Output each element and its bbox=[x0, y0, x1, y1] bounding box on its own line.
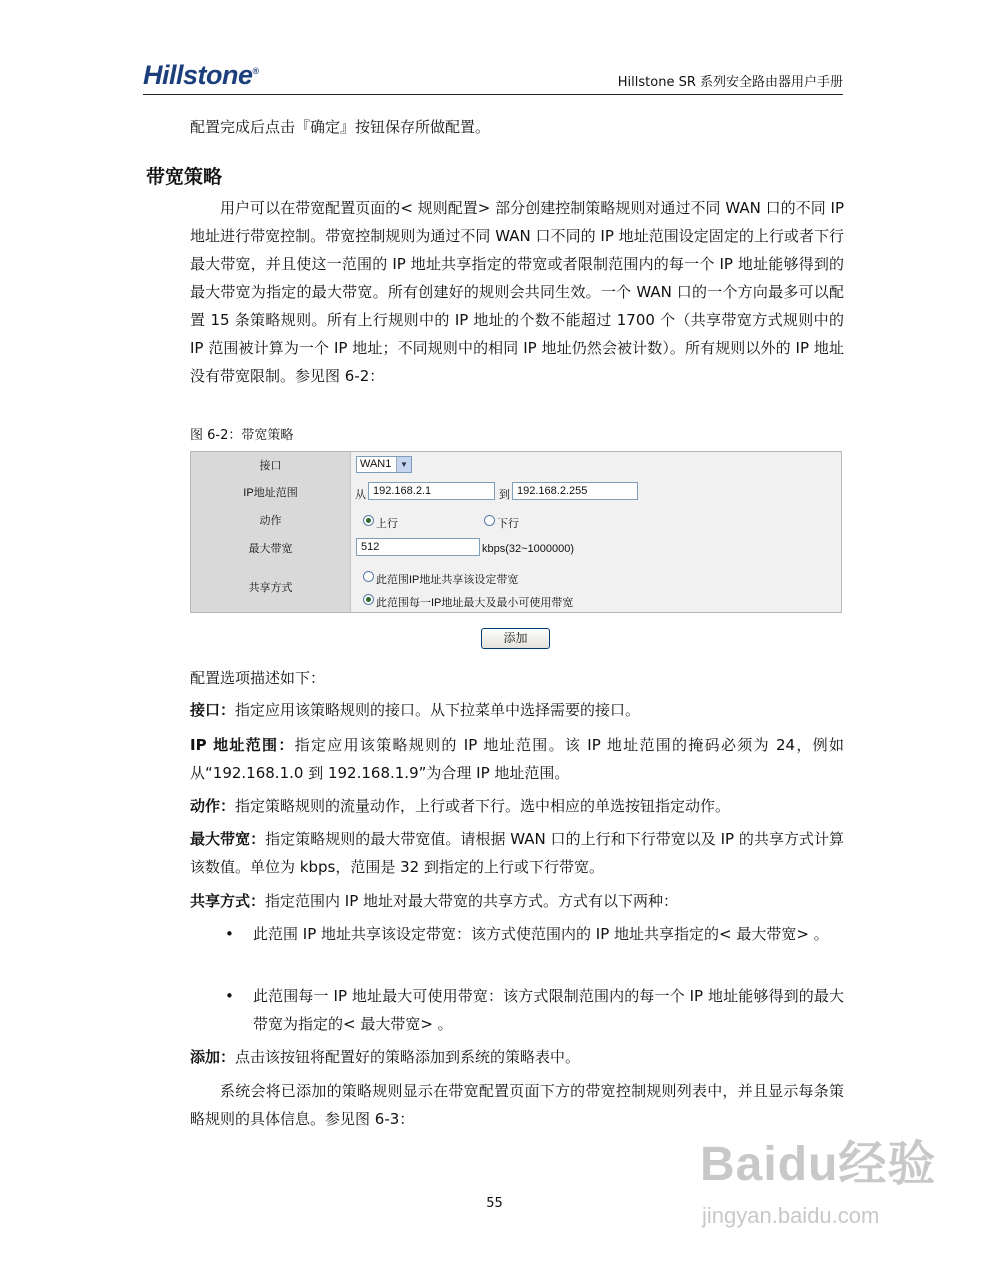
desc-interface-text: 指定应用该策略规则的接口。从下拉菜单中选择需要的接口。 bbox=[235, 701, 641, 719]
ip-range-label: IP地址范围 bbox=[191, 478, 351, 506]
action-label: 动作 bbox=[191, 506, 351, 534]
share-option-2-label: 此范围每一IP地址最大及最小可使用带宽 bbox=[376, 597, 574, 609]
row-share-mode bbox=[191, 562, 841, 612]
row-ip-range bbox=[191, 478, 841, 507]
max-bandwidth-label: 最大带宽 bbox=[191, 534, 351, 562]
desc-maxbw-term: 最大带宽： bbox=[190, 830, 266, 848]
bullet-item-2: 此范围每一 IP 地址最大可使用带宽：该方式限制范围内的每一个 IP 地址能够得到的最大带宽为指定的< 最大带宽> 。 bbox=[253, 987, 844, 1033]
header-title: Hillstone SR 系列安全路由器用户手册 bbox=[617, 75, 843, 90]
radio-share-bandwidth[interactable] bbox=[363, 571, 374, 582]
bullet-icon: • bbox=[225, 987, 234, 1005]
desc-action-text: 指定策略规则的流量动作，上行或者下行。选中相应的单选按钮指定动作。 bbox=[235, 797, 731, 815]
desc-add-text: 点击该按钮将配置好的策略添加到系统的策略表中。 bbox=[235, 1048, 581, 1066]
desc-add bbox=[190, 1043, 844, 1071]
interface-select-value: WAN1 bbox=[360, 458, 392, 470]
desc-ip-text: 指定应用该策略规则的 IP 地址范围。该 IP 地址范围的掩码必须为 24，例如从“192.168.1.0 到 192.168.1.9”为合理 IP 地址范围。 bbox=[190, 736, 844, 782]
logo-trademark: ® bbox=[252, 66, 259, 76]
desc-action bbox=[190, 792, 844, 820]
chevron-down-icon[interactable]: ▼ bbox=[396, 457, 411, 472]
share-mode-label: 共享方式 bbox=[191, 562, 351, 612]
desc-maxbw-text: 指定策略规则的最大带宽值。请根据 WAN 口的上行和下行带宽以及 IP 的共享方式计算该数值。单位为 kbps，范围是 32 到指定的上行或下行带宽。 bbox=[190, 830, 844, 876]
radio-downstream[interactable] bbox=[484, 515, 495, 526]
radio-per-ip-bandwidth[interactable] bbox=[363, 594, 374, 605]
interface-label: 接口 bbox=[191, 452, 351, 478]
intro-paragraph: 配置完成后点击『确定』按钮保存所做配置。 bbox=[190, 118, 491, 136]
ip-to-input[interactable]: 192.168.2.255 bbox=[512, 482, 638, 500]
hillstone-logo bbox=[143, 60, 259, 91]
desc-share-text: 指定范围内 IP 地址对最大带宽的共享方式。方式有以下两种： bbox=[265, 892, 679, 910]
desc-share-term: 共享方式： bbox=[190, 892, 266, 910]
desc-add-term: 添加： bbox=[190, 1048, 236, 1066]
figure-caption: 图 6-2：带宽策略 bbox=[190, 428, 294, 443]
bullet-item-1: 此范围 IP 地址共享该设定带宽：该方式使范围内的 IP 地址共享指定的< 最大带宽> 。 bbox=[253, 925, 829, 943]
interface-select[interactable] bbox=[356, 456, 412, 473]
desc-ip-term: IP 地址范围： bbox=[190, 736, 295, 754]
desc-max-bandwidth bbox=[190, 825, 844, 881]
watermark-brand: Baidu经验 bbox=[700, 1138, 937, 1191]
max-bandwidth-input[interactable]: 512 bbox=[356, 538, 480, 556]
radio-upstream[interactable] bbox=[363, 515, 374, 526]
downstream-label: 下行 bbox=[497, 518, 519, 530]
ip-from-input[interactable]: 192.168.2.1 bbox=[368, 482, 495, 500]
share-option-1-label: 此范围IP地址共享该设定带宽 bbox=[376, 574, 519, 586]
logo-text: Hillstone bbox=[143, 60, 253, 90]
to-label: 到 bbox=[499, 489, 510, 501]
paragraph-last: 系统会将已添加的策略规则显示在带宽配置页面下方的带宽控制规则列表中，并且显示每条策略规则的具体信息。参见图 6-3： bbox=[190, 1082, 844, 1128]
desc-interface-term: 接口： bbox=[190, 701, 236, 719]
header-divider bbox=[143, 94, 843, 95]
section-title: 带宽策略 bbox=[146, 166, 223, 188]
bullet-icon: • bbox=[225, 925, 234, 943]
desc-ip-range bbox=[190, 731, 844, 787]
watermark-url: jingyan.baidu.com bbox=[702, 1203, 880, 1228]
desc-share-mode bbox=[190, 887, 844, 915]
bandwidth-policy-form bbox=[190, 451, 842, 613]
max-bandwidth-unit: kbps(32~1000000) bbox=[482, 543, 575, 555]
row-max-bandwidth bbox=[191, 534, 841, 563]
page-number: 55 bbox=[486, 1196, 503, 1211]
row-interface bbox=[191, 452, 841, 479]
desc-action-term: 动作： bbox=[190, 797, 236, 815]
paragraph-description: 用户可以在带宽配置页面的< 规则配置> 部分创建控制策略规则对通过不同 WAN 口的不同 IP 地址进行带宽控制。带宽控制规则为通过不同 WAN 口不同的 IP 地址范围设定固定的上行或者下行最大带宽，并且使这一范围的 IP 地址共享指定的带宽或者限制范围内的每一个 IP 地址能够得到的最大带宽为指定的最大带宽。所有创建好的规则会共同生效。一个 WAN 口的一个方向最多可以配置 15 条策略规则。所有上行规则中的 IP 地址的个数不能超过 1700 个（共享带宽方式规则中的 IP 范围被计算为一个 IP 地址；不同规则中的相同 IP 地址仍然会被计数）。所有规则以外的 IP 地址没有带宽限制。参见图 6-2： bbox=[190, 199, 844, 385]
baidu-watermark bbox=[700, 1125, 937, 1228]
add-button[interactable]: 添加 bbox=[481, 628, 550, 649]
desc-interface bbox=[190, 696, 844, 724]
row-action bbox=[191, 506, 841, 535]
from-label: 从 bbox=[355, 489, 366, 501]
options-intro: 配置选项描述如下： bbox=[190, 669, 326, 687]
upstream-label: 上行 bbox=[376, 518, 398, 530]
